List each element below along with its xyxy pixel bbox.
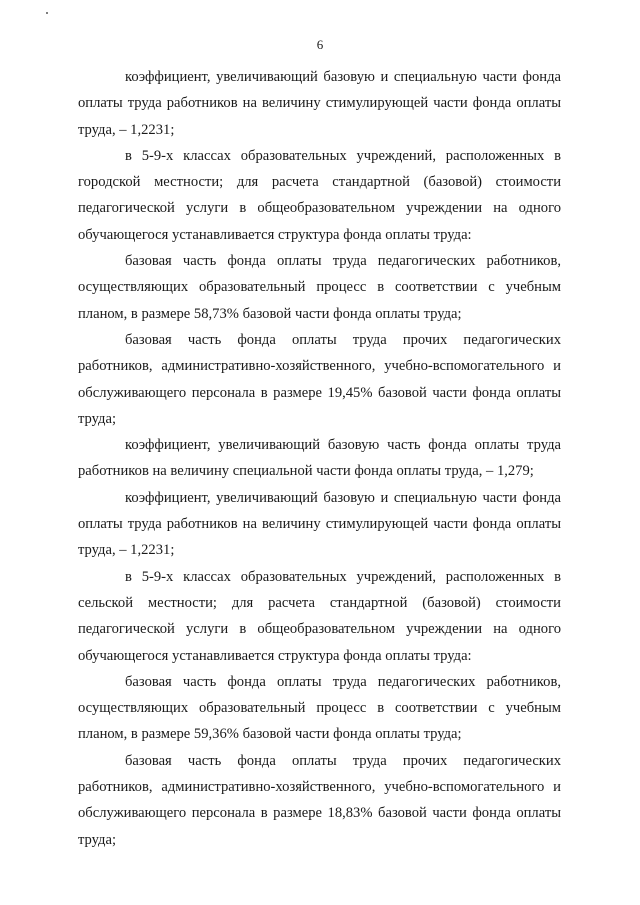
paragraph: коэффициент, увеличивающий базовую и специальную части фонда оплаты труда работников на величину стимулирующей части фонда оплаты труда, – 1,2231; xyxy=(78,69,561,138)
page-number: 6 xyxy=(316,37,324,52)
paragraph: базовая часть фонда оплаты труда педагогических работников, осуществляющих образовательный процесс в соответствии с учебным планом, в размере 59,36% базовой части фонда оплаты труда; xyxy=(78,673,561,743)
scan-speck xyxy=(46,12,48,14)
paragraph: коэффициент, увеличивающий базовую часть фонда оплаты труда работников на величину специальной части фонда оплаты труда, – 1,279; xyxy=(78,437,561,480)
document-body xyxy=(78,64,561,853)
paragraph: коэффициент, увеличивающий базовую и специальную части фонда оплаты труда работников на величину стимулирующей части фонда оплаты труда, – 1,2231; xyxy=(78,489,561,559)
paragraph: базовая часть фонда оплаты труда педагогических работников, осуществляющих образовательный процесс в соответствии с учебным планом, в размере 58,73% базовой части фонда оплаты труда; xyxy=(78,253,561,322)
paragraph: базовая часть фонда оплаты труда прочих педагогических работников, административно-хозяйственного, учебно-вспомогательного и обслуживающего персонала в размере 18,83% базовой части фонда оплаты труда; xyxy=(78,752,561,848)
paragraph: в 5-9-х классах образовательных учреждений, расположенных в сельской местности; для расчета стандартной (базовой) стоимости педагогической услуги в общеобразовательном учреждении на одного обучающегося устанавливается структура фонда оплаты труда: xyxy=(78,568,561,664)
paragraph: базовая часть фонда оплаты труда прочих педагогических работников, административно-хозяйственного, учебно-вспомогательного и обслуживающего персонала в размере 19,45% базовой части фонда оплаты труда; xyxy=(78,331,561,427)
paragraph: в 5-9-х классах образовательных учреждений, расположенных в городской местности; для расчета стандартной (базовой) стоимости педагогической услуги в общеобразовательном учреждении на одного обучающегося устанавливается структура фонда оплаты труда: xyxy=(78,147,561,243)
